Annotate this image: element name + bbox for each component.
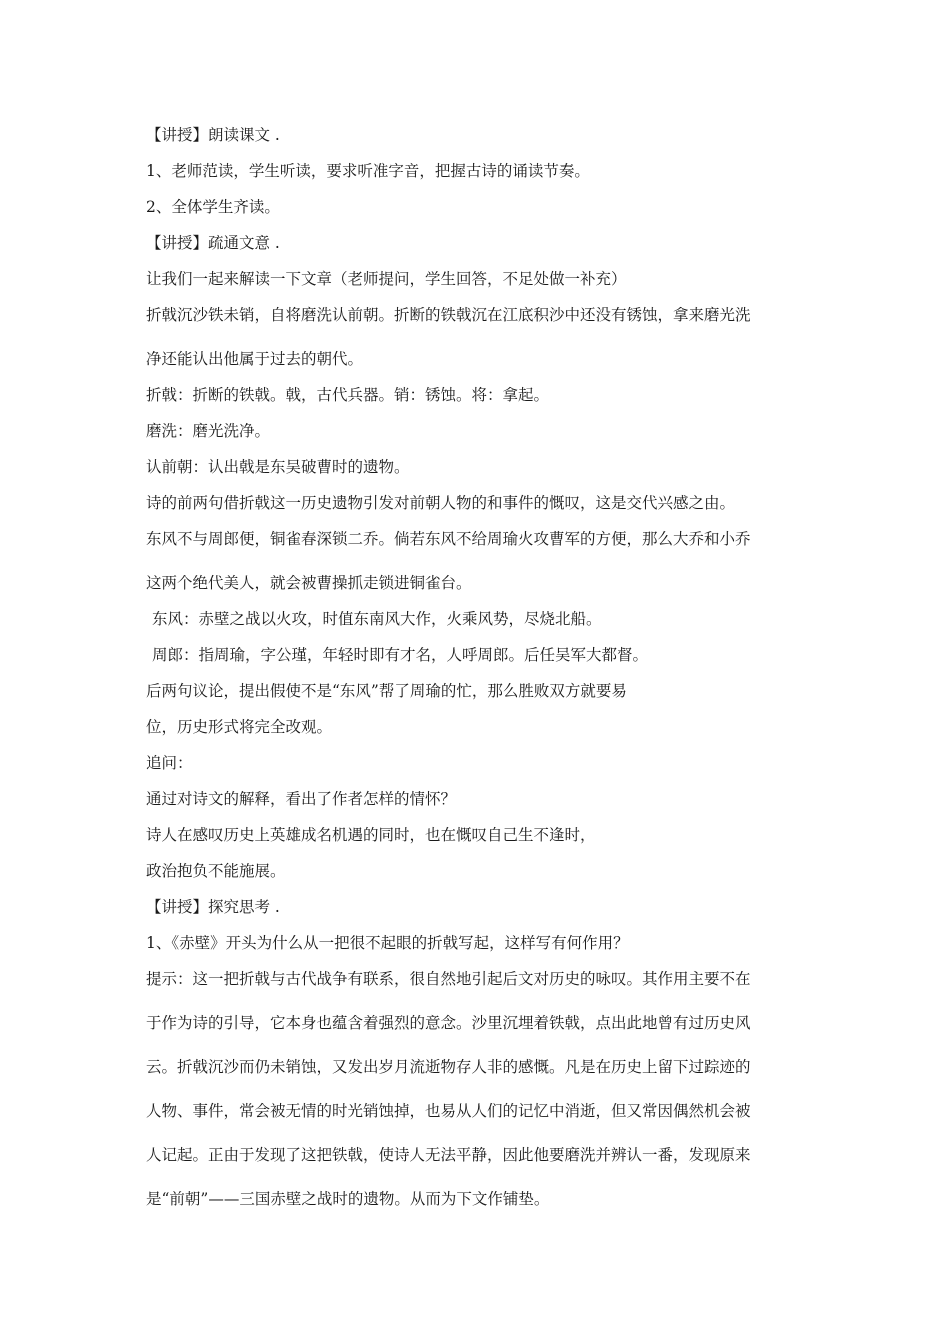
text-line: 认前朝：认出戟是东吴破曹时的遗物。 bbox=[146, 458, 410, 476]
text-line: 折戟沉沙铁未销，自将磨洗认前朝。折断的铁戟沉在江底积沙中还没有锈蚀，拿来磨光洗 bbox=[146, 306, 751, 324]
text-line: 东风不与周郎便，铜雀春深锁二乔。倘若东风不给周瑜火攻曹军的方便，那么大乔和小乔 bbox=[146, 530, 751, 548]
text-line: 诗人在感叹历史上英雄成名机遇的同时，也在慨叹自己生不逢时， bbox=[146, 826, 596, 844]
text-line: 周郎：指周瑜，字公瑾，年轻时即有才名，人呼周郎。后任吴军大都督。 bbox=[152, 646, 649, 664]
text-line: 这两个绝代美人，就会被曹操抓走锁进铜雀台。 bbox=[146, 574, 472, 592]
document-body bbox=[146, 124, 816, 1210]
text-line: 政治抱负不能施展。 bbox=[146, 862, 286, 880]
section-heading-meaning: 【讲授】疏通文意 . bbox=[146, 234, 280, 252]
section-heading-reading: 【讲授】朗读课文 . bbox=[146, 126, 280, 144]
text-line: 是“前朝”——三国赤壁之战时的遗物。从而为下文作铺垫。 bbox=[146, 1190, 550, 1208]
text-line: 人记起。正由于发现了这把铁戟，使诗人无法平静，因此他要磨洗并辨认一番，发现原来 bbox=[146, 1146, 751, 1164]
question-line: 1、《赤壁》开头为什么从一把很不起眼的折戟写起，这样写有何作用？ bbox=[146, 934, 629, 952]
text-line: 追问： bbox=[146, 754, 193, 772]
text-line: 折戟：折断的铁戟。戟，古代兵器。销：锈蚀。将：拿起。 bbox=[146, 386, 550, 404]
section-heading-explore: 【讲授】探究思考 . bbox=[146, 898, 280, 916]
text-line: 东风：赤壁之战以火攻，时值东南风大作，火乘风势，尽烧北船。 bbox=[152, 610, 602, 628]
text-line: 让我们一起来解读一下文章（老师提问，学生回答，不足处做一补充） bbox=[146, 270, 627, 288]
text-line: 诗的前两句借折戟这一历史遗物引发对前朝人物的和事件的慨叹，这是交代兴感之由。 bbox=[146, 494, 736, 512]
text-line: 1、老师范读，学生听读，要求听准字音，把握古诗的诵读节奏。 bbox=[146, 162, 590, 180]
text-line: 2、全体学生齐读。 bbox=[146, 198, 280, 216]
text-line: 于作为诗的引导，它本身也蕴含着强烈的意念。沙里沉埋着铁戟，点出此地曾有过历史风 bbox=[146, 1014, 751, 1032]
text-line: 通过对诗文的解释，看出了作者怎样的情怀？ bbox=[146, 790, 457, 808]
text-line: 后两句议论，提出假使不是“东风”帮了周瑜的忙，那么胜败双方就要易 bbox=[146, 682, 627, 700]
text-line: 位，历史形式将完全改观。 bbox=[146, 718, 333, 736]
text-line: 云。折戟沉沙而仍未销蚀，又发出岁月流逝物存人非的感慨。凡是在历史上留下过踪迹的 bbox=[146, 1058, 751, 1076]
text-line: 净还能认出他属于过去的朝代。 bbox=[146, 350, 364, 368]
text-line: 磨洗：磨光洗净。 bbox=[146, 422, 271, 440]
text-line: 人物、事件，常会被无情的时光销蚀掉，也易从人们的记忆中消逝，但又常因偶然机会被 bbox=[146, 1102, 751, 1120]
text-line: 提示：这一把折戟与古代战争有联系，很自然地引起后文对历史的咏叹。其作用主要不在 bbox=[146, 970, 751, 988]
